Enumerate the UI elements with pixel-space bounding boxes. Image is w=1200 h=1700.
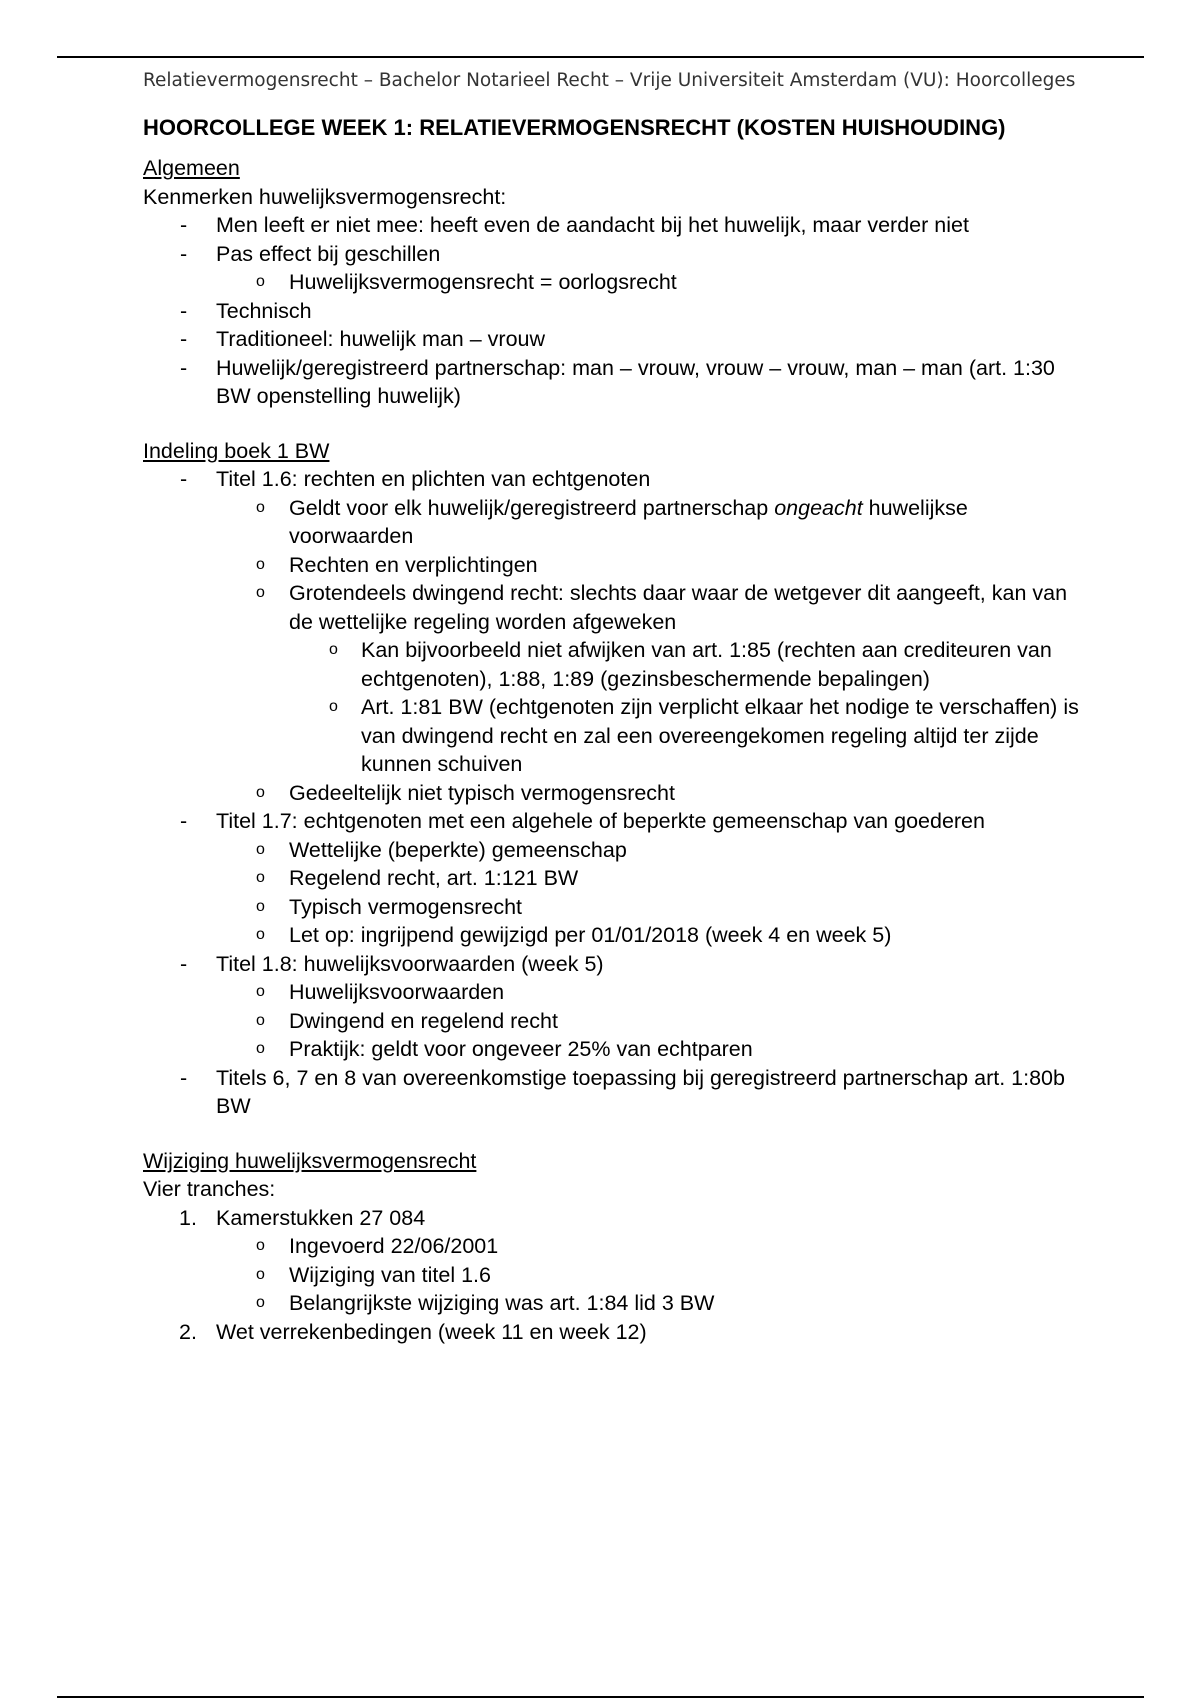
- sub-list-item: [216, 494, 1083, 551]
- circle-bullet: o: [256, 783, 265, 801]
- sub-list-item: [216, 1261, 1083, 1290]
- sub-list-item: [216, 1232, 1083, 1261]
- sub-list: [143, 1232, 1083, 1318]
- circle-bullet: o: [256, 1294, 265, 1311]
- sub-list-item: [216, 579, 1083, 779]
- section-heading-algemeen: Algemeen: [143, 156, 240, 180]
- sub-list-item-text: Huwelijksvermogensrecht = oorlogsrecht: [289, 270, 677, 294]
- dash-bullet: -: [180, 298, 188, 323]
- circle-bullet: o: [256, 897, 265, 915]
- dash-bullet: -: [180, 327, 188, 351]
- document-body: [143, 154, 1083, 1346]
- sub-sub-list-item-text: Kan bijvoorbeeld niet afwijken van art. 1:85 (rechten aan crediteuren van echtgenoten), 1:88, 1:89 (gezinsbeschermende bepalingen): [361, 638, 1052, 691]
- sub-list-item-text: Let op: ingrijpend gewijzigd per 01/01/2018 (week 4 en week 5): [289, 923, 892, 947]
- document-title: HOORCOLLEGE WEEK 1: RELATIEVERMOGENSRECHT (KOSTEN HUISHOUDING): [143, 115, 1006, 140]
- section-heading-indeling: Indeling boek 1 BW: [143, 438, 330, 463]
- bottom-rule: [57, 1696, 1144, 1698]
- sub-list-item-text: Praktijk: geldt voor ongeveer 25% van echtparen: [289, 1037, 753, 1061]
- circle-bullet: o: [329, 641, 338, 658]
- list-item-text: Technisch: [216, 298, 312, 323]
- sub-list-item-text: Regelend recht, art. 1:121 BW: [289, 866, 579, 890]
- sub-list-item-text: Belangrijkste wijziging was art. 1:84 lid 3 BW: [289, 1291, 715, 1315]
- list-item-text: Titel 1.8: huwelijksvoorwaarden (week 5): [216, 951, 604, 976]
- numbered-item: [143, 1318, 1083, 1347]
- top-rule: [57, 56, 1144, 58]
- sub-list-item: [216, 1289, 1083, 1318]
- circle-bullet: o: [256, 926, 265, 943]
- list-item-text: Pas effect bij geschillen: [216, 241, 441, 266]
- circle-bullet: o: [256, 555, 265, 573]
- algemeen-intro: Kenmerken huwelijksvermogensrecht:: [143, 184, 507, 209]
- dash-bullet: -: [180, 951, 188, 976]
- item-number: 1.: [179, 1205, 197, 1230]
- list-item: [143, 325, 1083, 354]
- circle-bullet: o: [256, 584, 265, 601]
- numbered-item: [143, 1204, 1083, 1318]
- sub-list-item: [216, 551, 1083, 580]
- wijziging-intro: Vier tranches:: [143, 1177, 276, 1201]
- sub-list-item: [216, 978, 1083, 1007]
- section-heading-wijziging: Wijziging huwelijksvermogensrecht: [143, 1148, 477, 1173]
- wijziging-list: [143, 1204, 1083, 1347]
- circle-bullet: o: [256, 983, 265, 1000]
- sub-list-item: [216, 921, 1083, 950]
- emphasis-text: ongeacht: [774, 495, 863, 520]
- sub-list-item-text: huwelijkse voorwaarden: [289, 495, 968, 548]
- circle-bullet: o: [256, 1011, 265, 1029]
- dash-bullet: -: [180, 1065, 188, 1090]
- dash-bullet: -: [180, 467, 188, 491]
- sub-list-item: [216, 864, 1083, 893]
- sub-sub-list-item: [289, 693, 1083, 779]
- dash-bullet: -: [180, 809, 188, 833]
- circle-bullet: o: [256, 498, 265, 516]
- circle-bullet: o: [256, 273, 265, 290]
- sub-list-item-text: Typisch vermogensrecht: [289, 894, 523, 919]
- list-item: [143, 211, 1083, 240]
- dash-bullet: -: [180, 213, 188, 237]
- sub-list-item: [216, 779, 1083, 808]
- sub-list-item-text: Rechten en verplichtingen: [289, 552, 538, 577]
- circle-bullet: o: [256, 869, 265, 886]
- sub-list-item: [216, 1007, 1083, 1036]
- sub-list: [143, 836, 1083, 950]
- list-item-text: Titels 6, 7 en 8 van overeenkomstige toepassing bij geregistreerd partnerschap art. 1:80b BW: [216, 1065, 1065, 1118]
- item-number: 2.: [179, 1319, 197, 1344]
- list-item-text: Men leeft er niet mee: heeft even de aandacht bij het huwelijk, maar verder niet: [216, 213, 969, 237]
- sub-list-item-text: Huwelijksvoorwaarden: [289, 980, 505, 1004]
- algemeen-list: [143, 211, 1083, 411]
- sub-sub-list: [289, 636, 1083, 779]
- sub-sub-list-item: [289, 636, 1083, 693]
- indeling-list: [143, 465, 1083, 1121]
- sub-list-item: [216, 893, 1083, 922]
- list-item: [143, 807, 1083, 950]
- sub-list-item-text: Wettelijke (beperkte) gemeenschap: [289, 837, 627, 862]
- list-item: [143, 354, 1083, 411]
- sub-list-item-text: Dwingend en regelend recht: [289, 1008, 558, 1033]
- running-header: Relatievermogensrecht – Bachelor Notarieel Recht – Vrije Universiteit Amsterdam (VU): Hoorcolleges: [143, 70, 1076, 91]
- list-item-text: Huwelijk/geregistreerd partnerschap: man – vrouw, vrouw – vrouw, man – man (art. 1:30 BW openstelling huwelijk): [216, 355, 1055, 408]
- numbered-item-text: Kamerstukken 27 084: [216, 1205, 426, 1230]
- circle-bullet: o: [256, 1237, 265, 1254]
- sub-list: [143, 268, 1083, 297]
- dash-bullet: -: [180, 355, 188, 380]
- circle-bullet: o: [256, 840, 265, 858]
- sub-sub-list-item-text: Art. 1:81 BW (echtgenoten zijn verplicht elkaar het nodige te verschaffen) is van dwingend recht en zal een overeengekomen regeling altijd ter zijde kunnen schuiven: [361, 695, 1079, 776]
- sub-list-item: [216, 1035, 1083, 1064]
- list-item: [143, 1064, 1083, 1121]
- dash-bullet: -: [180, 241, 188, 266]
- circle-bullet: o: [329, 698, 338, 715]
- sub-list-item-text: Ingevoerd 22/06/2001: [289, 1234, 499, 1258]
- list-item: [143, 465, 1083, 807]
- sub-list-item: [216, 836, 1083, 865]
- numbered-item-text: Wet verrekenbedingen (week 11 en week 12): [216, 1319, 647, 1344]
- sub-list-item-text: Gedeeltelijk niet typisch vermogensrecht: [289, 780, 675, 805]
- document-page: [143, 68, 1083, 1346]
- list-item-text: Traditioneel: huwelijk man – vrouw: [216, 327, 546, 351]
- circle-bullet: o: [256, 1265, 265, 1283]
- list-item: [143, 297, 1083, 326]
- list-item: [143, 240, 1083, 297]
- sub-list: [143, 494, 1083, 808]
- circle-bullet: o: [256, 1040, 265, 1057]
- sub-list-item-text: Geldt voor elk huwelijk/geregistreerd partnerschap: [289, 495, 775, 520]
- list-item-text: Titel 1.6: rechten en plichten van echtgenoten: [216, 467, 651, 491]
- sub-list-item: [216, 268, 1083, 297]
- sub-list-item-text: Grotendeels dwingend recht: slechts daar waar de wetgever dit aangeeft, kan van de wettelijke regeling worden afgeweken: [289, 581, 1068, 634]
- list-item-text: Titel 1.7: echtgenoten met een algehele of beperkte gemeenschap van goederen: [216, 809, 985, 833]
- sub-list-item-text: Wijziging van titel 1.6: [289, 1262, 491, 1287]
- sub-list: [143, 978, 1083, 1064]
- list-item: [143, 950, 1083, 1064]
